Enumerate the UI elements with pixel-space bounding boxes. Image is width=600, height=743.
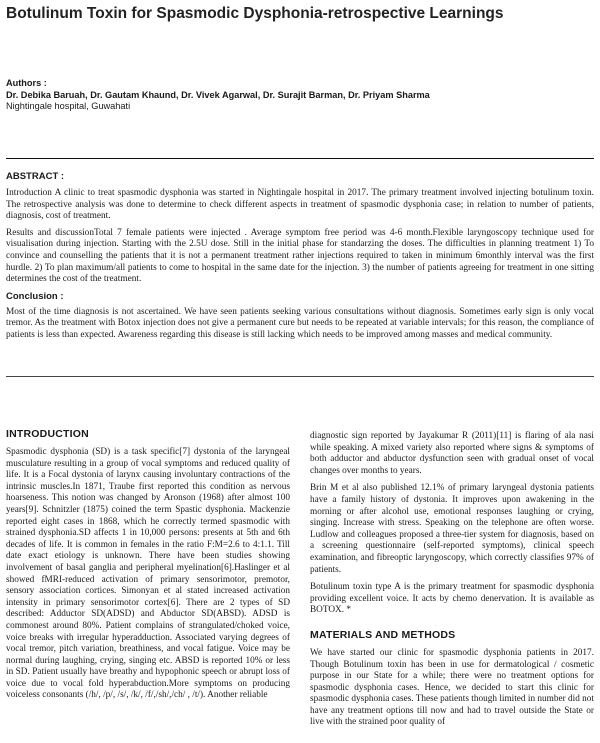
introduction-paragraph-2: diagnostic sign reported by Jayakumar R (2011)[11] is flaring of ala nasi while speaking. A mixed variety also reported where signs & symptoms of both adductor and abductor dysfunction seen with gradual onset of vocal changes over months to years. <box>310 431 594 476</box>
abstract-results: Results and discussionTotal 7 female patients were injected . Average symptom free period was 4-6 month.Flexible laryngoscopy technique used for visualisation during injection. Starting with the 2.5U dose. Still in the initial phase for standarzing the doses. The difficulties in planning treatment 1) To convince and counselling the patients that it is not a permanent treatment rather injections required to taken in minimum 6monthly interval was the first hurdle. 2) To plan maximum/all patients to come to hospital in the same date for the injection. 3) the number of patients agreeing for treatment in one sitting determines the cost of the treatment. <box>6 227 594 285</box>
introduction-paragraph-1: Spasmodic dysphonia (SD) is a task specific[7] dystonia of the laryngeal musculature resulting in a group of vocal symptoms and reduced quality of life. It is a Focal dystonia of larynx causing involuntary contractions of the intrinsic muscles.In 1871, Traube first reported this condition as nervous hoarseness. This notion was changed by Aronson (1968) after almost 100 years[9]. Schnitzler (1875) coined the term Spastic dysphonia. Mackenzie reported eight cases in 1868, which he correctly termed spasmodic with strained dysphonia.SD affects 1 in 10,000 persons: presents at 5th and 6th decades of life. It is common in females in the ratio F:M=2.6 to 4:1.1. Till date exact etiology is unknown. There have been studies showing involvement of basal ganglia and peripheral myelination[6].Haslinger et al showed fMRI-reduced activation of primary sensorimotor, premotor, sensory association cortices. Simonyan et al stated increased activation intensity in primary sensorimotor cortex[6]. There are 2 types of SD described: Adductor SD(ADSD) and Abductor SD(ABSD). ADSD is commonest around 80%. Patient complains of strangulated/choked voice, voice breaks with irregular hyperadduction. Associated varying degrees of vocal tremor, pitch variation, breathiness, and vocal fatigue. Voice may be normal during laughing, crying, singing etc. ABSD is reported 10% or less in SD. Patient usually have breathy and hypophonic speech or abrupt loss of voice due to vocal fold hyperabduction.More symptoms on producing voiceless consonants (/h/, /p/, /s/, /k/, /f/,/sh/,/ch/ , /t/). Another reliable <box>6 447 290 701</box>
affiliation: Nightingale hospital, Guwahati <box>6 101 131 111</box>
methods-paragraph-1: We have started our clinic for spasmodic dysphonia patients in 2017. Though Botulinum toxin has been in use for dermatological / cosmetic purpose in our State for a while; there were no treatment options for spasmodic dysphonia cases. Hence, we decided to start this clinic for spasmodic dysphonia cases. These patients though limited in number did not have any treatment options till now and had to travel outside the State or live with the strained poor quality of <box>310 647 594 728</box>
authors-block <box>6 78 596 113</box>
introduction-paragraph-3: Brin M et al also published 12.1% of primary laryngeal dystonia patients have a family history of dystonia. It improves upon awakening in the morning or after alcohol use, emotional responses laughing or crying, singing. Increase with stress. Speaking on the telephone are often worse. Ludlow and colleagues proposed a three-tier system for diagnosis, based on a screening questionnaire (self-reported symptoms), clinical speech examination, and fibreoptic laryngoscopy, which correctly classifies 97% of patients. <box>310 483 594 575</box>
abstract-heading: ABSTRACT : <box>6 171 65 182</box>
abstract-section <box>6 171 594 347</box>
introduction-heading: INTRODUCTION <box>6 428 89 440</box>
authors-label: Authors : <box>6 78 47 88</box>
author-names: Dr. Debika Baruah, Dr. Gautam Khaund, Dr. Vivek Agarwal, Dr. Surajit Barman, Dr. Priyam Sharma <box>6 89 430 100</box>
left-column <box>6 428 290 708</box>
introduction-paragraph-4: Botulinum toxin type A is the primary treatment for spasmodic dysphonia providing excellent voice. It acts by chemo denervation. It is available as BOTOX. * <box>310 582 594 616</box>
paper-title: Botulinum Toxin for Spasmodic Dysphonia-retrospective Learnings <box>6 5 504 22</box>
abstract-bottom-rule <box>6 376 594 377</box>
abstract-introduction: Introduction A clinic to treat spasmodic dysphonia was started in Nightingale hospital in 2017. The primary treatment involved injecting botulinum toxin. The retrospective analysis was done to determine to check different aspects in treatment of spasmodic dysphonia case; in relation to number of patients, diagnosis, cost of treatment. <box>6 188 594 222</box>
methods-heading: MATERIALS AND METHODS <box>310 628 456 641</box>
conclusion-heading: Conclusion : <box>6 290 64 302</box>
right-column <box>310 431 594 735</box>
abstract-conclusion: Most of the time diagnosis is not ascertained. We have seen patients seeking various consultations without diagnosis. Sometimes early sign is only vocal tremor. As the treatment with Botox injection does not give a permanent cure but needs to be repeated at variable intervals; for this reason, the compliance of patients is less than expected. Awareness regarding this disease is still lacking which needs to be improved among masses and medical community. <box>6 306 594 340</box>
abstract-top-rule <box>6 158 594 159</box>
